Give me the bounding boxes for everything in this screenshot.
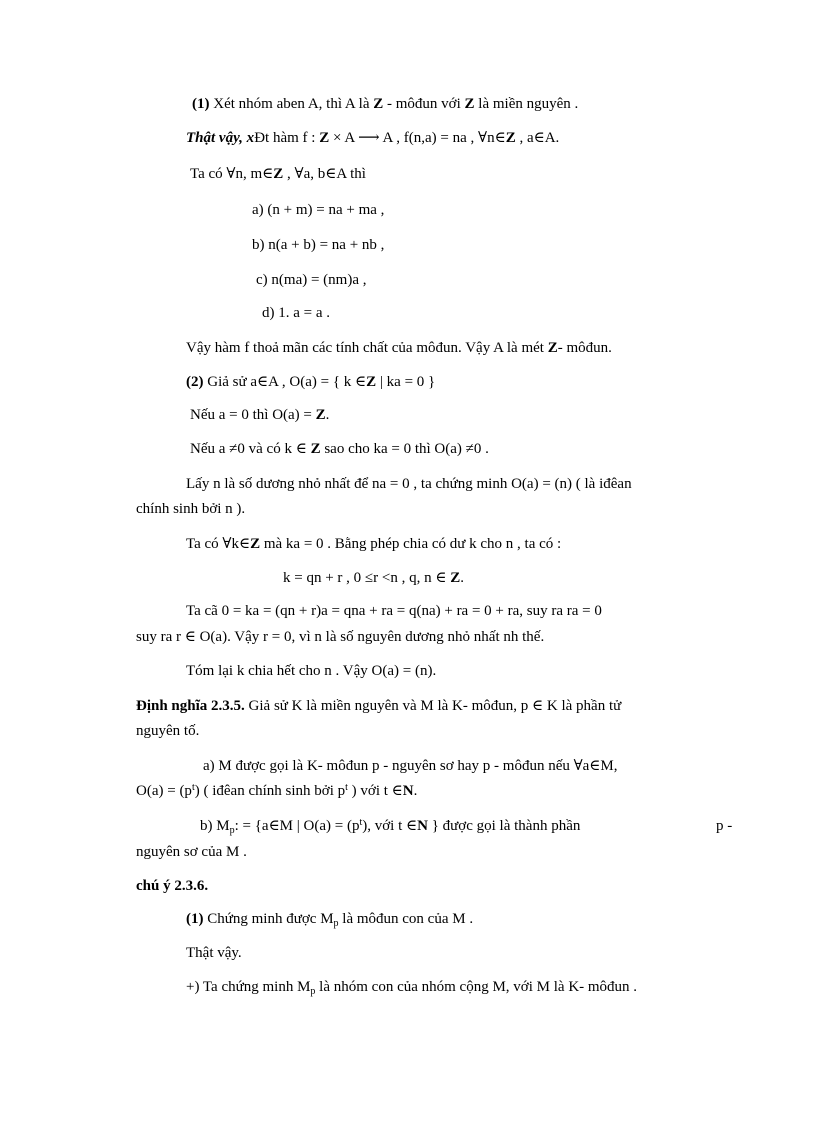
note-title: chú ý 2.3.6. — [136, 878, 209, 894]
case-a-nonzero: Nếu a ≠0 và có k ∈ Z sao cho ka = 0 thì O(a) ≠0 . — [190, 441, 489, 457]
proof-1-conclusion: Vậy hàm f thoả mãn các tính chất của môđun. Vậy A là mét Z- môđun. — [186, 340, 612, 356]
case-a-zero: Nếu a = 0 thì O(a) = Z. — [190, 407, 330, 423]
property-c: c) n(ma) = (nm)a , — [256, 272, 367, 288]
calculation-line1: Ta cã 0 = ka = (qn + r)a = qna + ra = q(na) + ra = 0 + ra, suy ra ra = 0 — [186, 603, 602, 619]
definition-a-line1: a) M được gọi là K- môđun p - nguyên sơ hay p - môđun nếu ∀a∈M, — [203, 758, 618, 774]
definition-b-p-label: p - — [716, 818, 733, 834]
statement-2: (2) Giả sử a∈A , O(a) = { k ∈Z | ka = 0 } — [186, 374, 436, 390]
minimal-n-line1: Lấy n là số dương nhỏ nhất để na = 0 , ta chứng minh O(a) = (n) ( là iđêan — [186, 476, 632, 492]
calculation-line2: suy ra r ∈ O(a). Vậy r = 0, vì n là số nguyên dương nhỏ nhất nh thế. — [136, 629, 545, 645]
property-a: a) (n + m) = na + ma , — [252, 202, 385, 218]
property-b: b) n(a + b) = na + nb , — [252, 237, 385, 253]
division-equation: k = qn + r , 0 ≤r <n , q, n ∈ Z. — [283, 570, 464, 586]
note-subgroup-claim: +) Ta chứng minh $M_p$ là nhóm con của nhóm cộng M, với M là K- môđun . — [186, 979, 638, 997]
statement-1: (1) Xét nhóm aben A, thì A là Z - môđun với Z là miền nguyên . — [192, 96, 579, 112]
note-proof-lead: Thật vậy. — [186, 945, 242, 961]
definition-b-line1: b) $M_p$: = {a∈M | $O(a) = (p^t)$, với t ∈N } được gọi là thành phần — [200, 817, 581, 836]
definition-2-3-5: Định nghĩa 2.3.5. Giả sử K là miền nguyên và M là K- môđun, p ∈ K là phần tử — [136, 698, 622, 714]
definition-line2: nguyên tố. — [136, 723, 200, 739]
note-1: (1) Chứng minh được $M_p$ là môđun con của M . — [186, 911, 474, 929]
definition-a-line2: $O(a) = (p^t)$ ( iđêan chính sinh bởi $p^t$ ) với t ∈N. — [136, 782, 418, 799]
proof-1-function: Thật vậy, xĐt hàm f : Z × A ⟶ A , f(n,a) = na , ∀n∈Z , a∈A. — [186, 130, 560, 146]
definition-b-line2: nguyên sơ của M . — [136, 844, 247, 860]
proof-1-quantifiers: Ta có ∀n, m∈Z , ∀a, b∈A thì — [190, 166, 366, 182]
division-statement: Ta có ∀k∈Z mà ka = 0 . Bằng phép chia có dư k cho n , ta có : — [186, 536, 562, 552]
proof-2-conclusion: Tóm lại k chia hết cho n . Vậy O(a) = (n). — [186, 663, 437, 679]
minimal-n-line2: chính sinh bởi n ). — [136, 501, 246, 517]
property-d: d) 1. a = a . — [262, 305, 331, 321]
